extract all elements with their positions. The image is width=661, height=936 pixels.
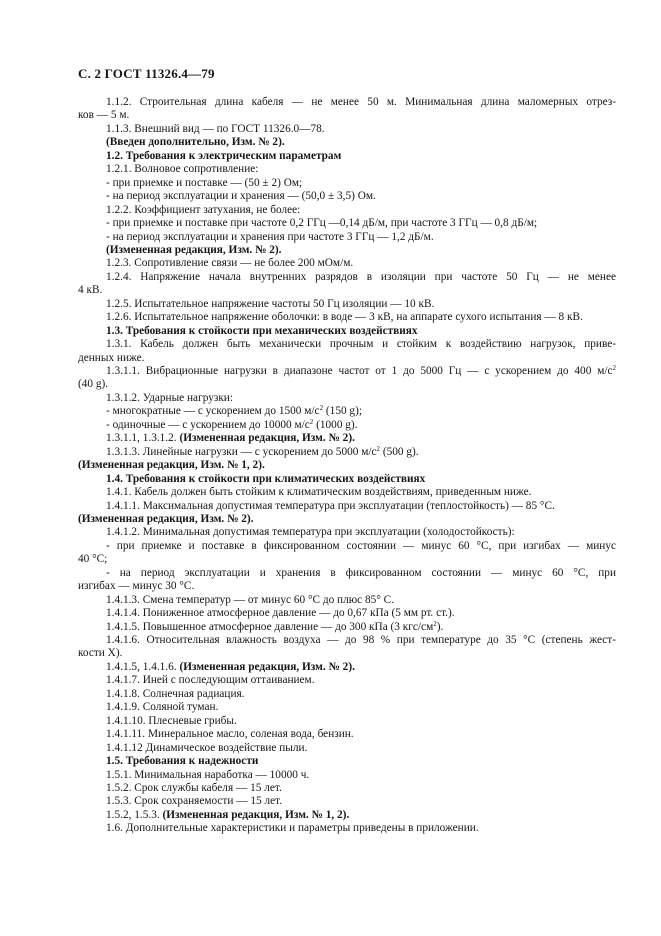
text-line: 1.6. Дополнительные характеристики и параметры приведены в приложении. bbox=[106, 822, 479, 835]
text-line: 1.2.2. Коэффициент затухания, не более: bbox=[106, 203, 301, 216]
text-line: (Измененная редакция, Изм. № 1, 2). bbox=[78, 459, 265, 472]
text-line: 1.5.3. Срок сохраняемости — 15 лет. bbox=[106, 795, 283, 808]
page-header: С. 2 ГОСТ 11326.4—79 bbox=[78, 66, 215, 81]
text-line: кости X). bbox=[78, 647, 123, 660]
amendment-note: (Измененная редакция, Изм. № 2). bbox=[179, 432, 355, 445]
text-line: (Измененная редакция, Изм. № 2). bbox=[106, 243, 282, 256]
text-line: 1.4.1.12 Динамическое воздействие пыли. bbox=[106, 741, 308, 754]
text-line: - на период эксплуатации и хранения — (50,0 ± 3,5) Ом. bbox=[106, 190, 376, 203]
text-line: 1.4.1.7. Иней с последующим оттаиванием. bbox=[106, 674, 315, 687]
text-line: 1.4.1.5, 1.4.1.6. (Измененная редакция, Изм. № 2). bbox=[106, 660, 355, 673]
text-line: денных ниже. bbox=[78, 351, 145, 364]
amendment-note: (Измененная редакция, Изм. № 1, 2). bbox=[162, 808, 350, 821]
text-line: 1.1.3. Внешний вид — по ГОСТ 11326.0—78. bbox=[106, 122, 325, 135]
text-line: 1.4.1.8. Солнечная радиация. bbox=[106, 687, 245, 700]
text-line: изгибах — минус 30 °С. bbox=[78, 580, 195, 593]
text-line: 1.2. Требования к электрическим параметрам bbox=[106, 149, 342, 162]
text-line: 1.3.1. Кабель должен быть механически прочным и стойким к воздействию нагрузок, приве- bbox=[106, 338, 616, 351]
text-line: 1.4.1.2. Минимальная допустимая температура при эксплуатации (холодостойкость): bbox=[106, 526, 515, 539]
text-line: - на период эксплуатации и хранения в фиксированном состоянии — минус 60 °С, при bbox=[106, 566, 616, 579]
text-line: 1.4.1.10. Плесневые грибы. bbox=[106, 714, 237, 727]
text-line: - многократные — с ускорением до 1500 $м/с^2$ (150 g); bbox=[106, 404, 362, 418]
text-line: 1.5.2, 1.5.3. (Измененная редакция, Изм. № 1, 2). bbox=[106, 808, 350, 821]
text-line: - на период эксплуатации и хранения при частоте 3 ГГц — 1,2 дБ/м. bbox=[106, 230, 434, 243]
text-line: (40 g). bbox=[78, 378, 109, 391]
text-line: 1.4.1.1. Максимальная допустимая температура при эксплуатации (теплостойкость) — 85 °С. bbox=[106, 499, 555, 512]
text-line: 1.2.5. Испытательное напряжение частоты 50 Гц изоляции — 10 кВ. bbox=[106, 297, 435, 310]
text-line: 1.5.2. Срок службы кабеля — 15 лет. bbox=[106, 781, 282, 794]
text-line: 1.4.1.9. Соляной туман. bbox=[106, 701, 219, 714]
text-line: 1.3.1.1. Вибрационные нагрузки в диапазоне частот от 1 до 5000 Гц — с ускорением до 400 $м/с^2$ bbox=[106, 364, 616, 377]
text-line: 1.2.4. Напряжение начала внутренних разрядов в изоляции при частоте 50 Гц — не менее bbox=[106, 270, 616, 283]
text-line: 1.3.1.3. Линейные нагрузки — с ускорением до 5000 $м/с^2$ (500 g). bbox=[106, 444, 419, 458]
text-line: 40 °С; bbox=[78, 553, 108, 566]
text-line: 4 кВ. bbox=[78, 284, 103, 297]
text-line: 1.4.1.5. Повышенное атмосферное давление — до 300 кПа (3 кгс/$см^2$). bbox=[106, 619, 444, 633]
text-line: 1.3. Требования к стойкости при механических воздействиях bbox=[106, 324, 418, 337]
text-line: 1.2.1. Волновое сопротивление: bbox=[106, 163, 259, 176]
text-line: 1.2.6. Испытательное напряжение оболочки: в воде — 3 кВ, на аппарате сухого испытания — 8 кВ. bbox=[106, 311, 583, 324]
text-line: (Измененная редакция, Изм. № 2). bbox=[78, 512, 254, 525]
text-line: - при приемке и поставке при частоте 0,2 ГГц —0,14 дБ/м, при частоте 3 ГГц — 0,8 дБ/м; bbox=[106, 217, 538, 230]
text-line: - при приемке и поставке — (50 ± 2) Ом; bbox=[106, 176, 303, 189]
text-line: 1.4.1.4. Пониженное атмосферное давление — до 0,67 кПа (5 мм рт. ст.). bbox=[106, 607, 455, 620]
text-line: 1.4.1.6. Относительная влажность воздуха — до 98 % при температуре до 35 °С (степень жест- bbox=[106, 634, 616, 646]
text-line: - одиночные — с ускорением до 10000 $м/с^2$ (1000 g). bbox=[106, 417, 358, 431]
text-line: 1.5.1. Минимальная наработка — 10000 ч. bbox=[106, 768, 310, 781]
text-line: 1.2.3. Сопротивление связи — не более 200 мОм/м. bbox=[106, 257, 354, 270]
text-line: 1.3.1.2. Ударные нагрузки: bbox=[106, 391, 233, 404]
amendment-note: (Измененная редакция, Изм. № 2). bbox=[179, 660, 355, 673]
text-line: 1.5. Требования к надежности bbox=[106, 755, 259, 768]
text-line: - при приемке и поставке в фиксированном состоянии — минус 60 °С, при изгибах — минус bbox=[106, 539, 616, 552]
text-line: 1.4.1. Кабель должен быть стойким к климатическим воздействиям, приведенным ниже. bbox=[106, 486, 532, 499]
text-line: 1.4.1.11. Минеральное масло, соленая вода, бензин. bbox=[106, 728, 354, 741]
text-line: ков — 5 м. bbox=[78, 109, 130, 122]
text-line: 1.4. Требования к стойкости при климатических воздействиях bbox=[106, 472, 426, 485]
text-line: (Введен дополнительно, Изм. № 2). bbox=[106, 136, 285, 149]
text-line: 1.3.1.1, 1.3.1.2. (Измененная редакция, Изм. № 2). bbox=[106, 432, 355, 445]
text-line: 1.4.1.3. Смена температур — от минус 60 °С до плюс 85° С. bbox=[106, 593, 395, 606]
text-line: 1.1.2. Строительная длина кабеля — не менее 50 м. Минимальная длина маломерных отрез- bbox=[106, 96, 616, 108]
